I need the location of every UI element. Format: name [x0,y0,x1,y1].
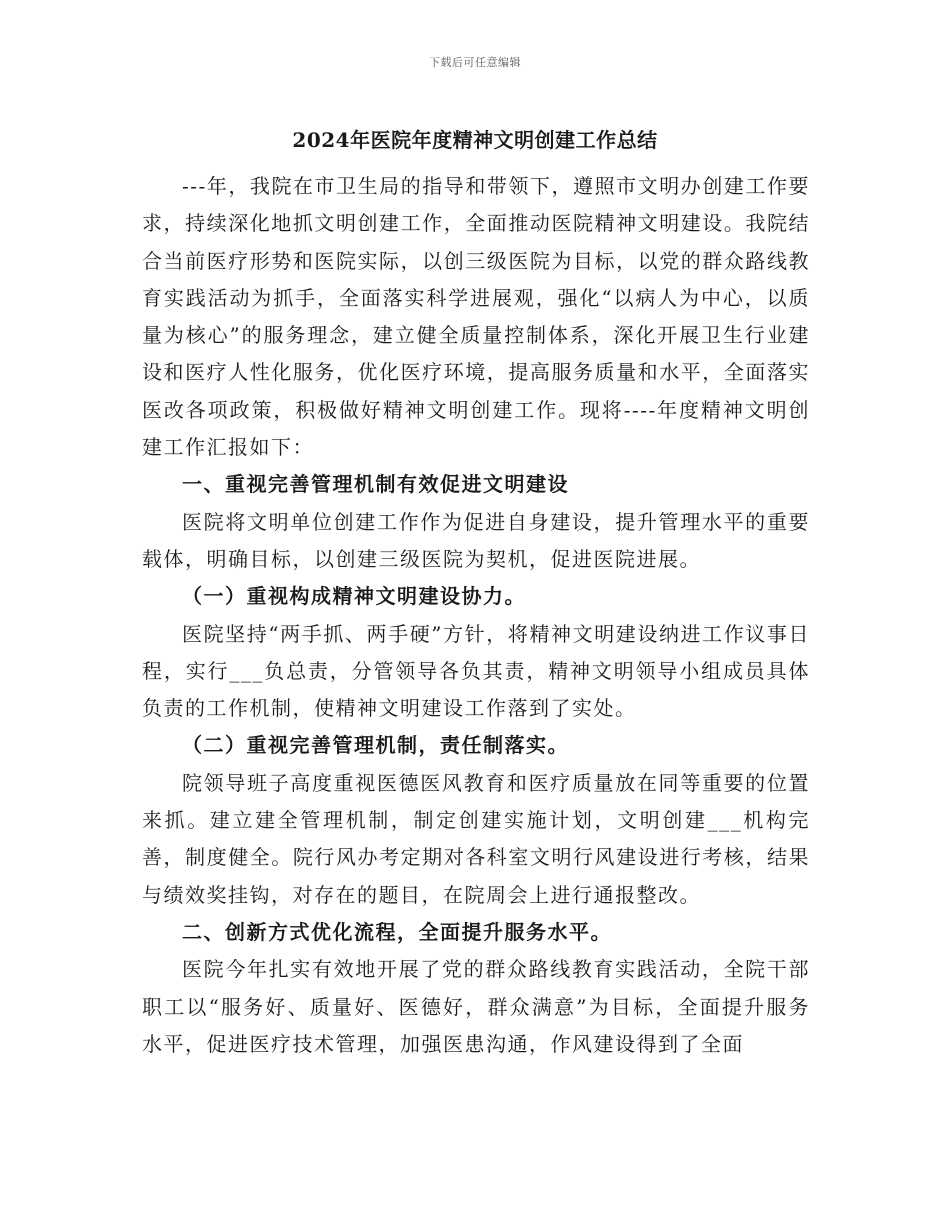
paragraph-section-2: 医院今年扎实有效地开展了党的群众路线教育实践活动，全院干部职工以“服务好、质量好、医德好，群众满意”为目标，全面提升服务水平，促进医疗技术管理，加强医患沟通，作风建设得到了全面 [142,957,810,1056]
paragraph-subsection-1-1: 医院坚持“两手抓、两手硬”方针，将精神文明建设纳进工作议事日程，实行___负总责，分管领导各负其责，精神文明领导小组成员具体负责的工作机制，使精神文明建设工作落到了实处。 [142,621,810,721]
paragraph-subsection-1-2: 院领导班子高度重视医德医风教育和医疗质量放在同等重要的位置来抓。建立建全管理机制，制定创建实施计划，文明创建___机构完善，制度健全。院行风办考定期对各科室文明行风建设进行考核，结果与绩效奖挂钩，对存在的题目，在院周会上进行通报整改。 [142,770,810,907]
section-heading-2: 二、创新方式优化流程，全面提升服务水平。 [182,919,612,944]
section-heading-1: 一、重视完善管理机制有效促进文明建设 [182,472,569,497]
subsection-heading-1-1: （一）重视构成精神文明建设协力。 [182,584,526,609]
paragraph-section-1: 医院将文明单位创建工作作为促进自身建设，提升管理水平的重要载体，明确目标，以创建三级医院为契机，促进医院进展。 [142,509,810,571]
subsection-heading-1-2: （二）重视完善管理机制，责任制落实。 [182,733,569,758]
document-body [142,168,810,1063]
document-title: 2024年医院年度精神文明创建工作总结 [292,128,658,152]
header-note: 下载后可任意编辑 [429,56,521,69]
paragraph-intro: ---年，我院在市卫生局的指导和带领下，遵照市文明办创建工作要求，持续深化地抓文明创建工作，全面推动医院精神文明建设。我院结合当前医疗形势和医院实际，以创三级医院为目标，以党的群众路线教育实践活动为抓手，全面落实科学进展观，强化“以病人为中心，以质量为核心”的服务理念，建立健全质量控制体系，深化开展卫生行业建设和医疗人性化服务，优化医疗环境，提高服务质量和水平，全面落实医改各项政策，积极做好精神文明创建工作。现将----年度精神文明创建工作汇报如下： [142,174,810,460]
